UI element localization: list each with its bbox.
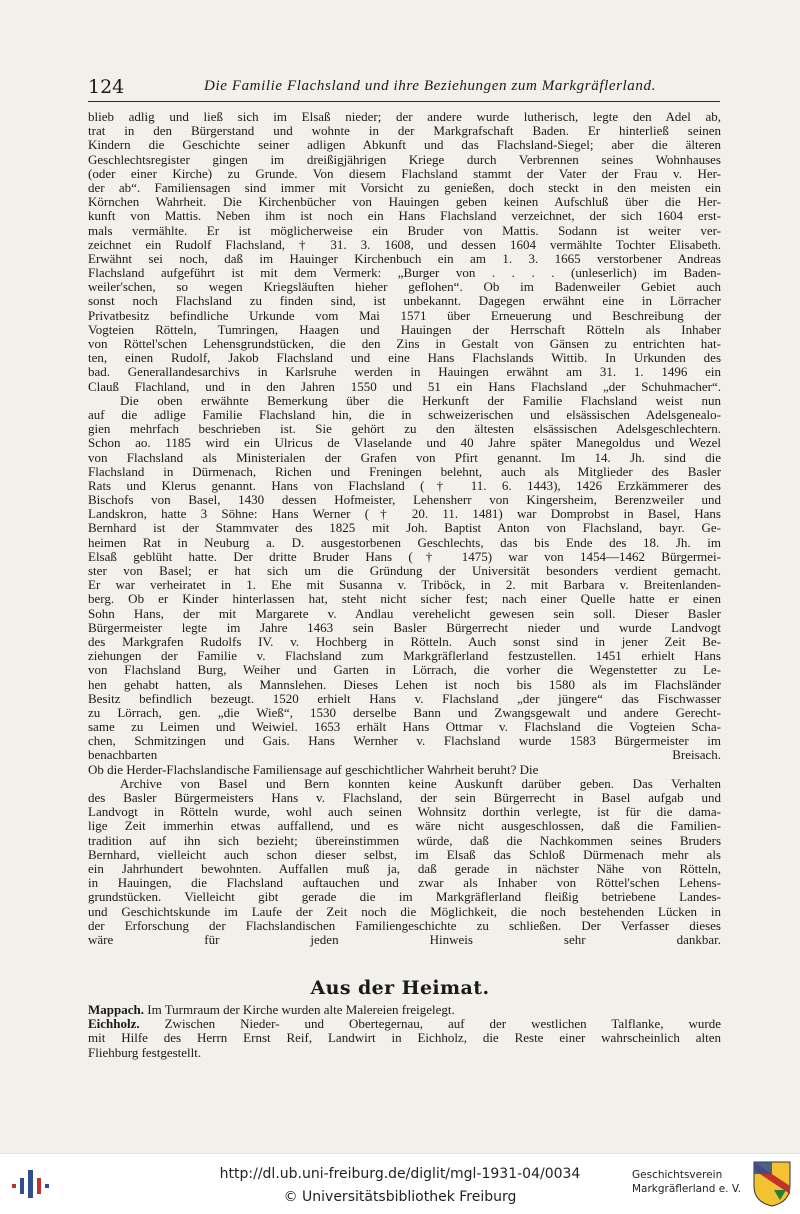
text-line: (oder einer Kirche) zu Grunde. Von diesem Flachsland stammt der Vater der Frau v. Her- <box>88 166 721 181</box>
text-line: Privatbesitz befindliche Urkunde vom Mai 1571 über Erneuerung und Beschreibung der <box>88 308 721 323</box>
text-line: Landvogt in Rötteln wurde, wohl auch seinen Wohnsitz dorthin verlegte, ist für die dama- <box>88 805 721 820</box>
note-place: Mappach. <box>88 1003 144 1017</box>
text-line: Clauß Flachland, und in den Jahren 1550 und 51 ein Hans Flachsland „der Schuhmacher“. <box>88 379 721 394</box>
text-line: Erwähnt sei noch, daß im Hauinger Kirchenbuch ein am 1. 3. 1665 verstorbener Andreas <box>88 251 721 266</box>
text-line: lige Zeit immerhin etwas auffallend, und es wäre nicht ausgeschlossen, daß die Familien- <box>88 819 721 834</box>
text-line: berg. Ob er Kinder hinterlassen hat, steht nicht sicher fest; nach einer Quelle hatte er einen <box>88 592 721 607</box>
note-line <box>88 1003 721 1017</box>
text-line: der ab“. Familiensagen sind immer mit Vorsicht zu genießen, doch steckt in den meisten ein <box>88 180 721 195</box>
text-line: in Hauingen, die Flachsland auftauchen und zwar als Inhaber von Röttel'schen Lehens- <box>88 876 721 891</box>
text-line: bad. Generallandesarchivs in Karlsruhe werden in Hauingen erwähnt am 31. 1. 1496 ein <box>88 365 721 380</box>
local-news-notes <box>88 1003 721 1060</box>
text-line: Rats und Klerus genannt. Hans von Flachsland († 11. 6. 1443), 1426 Erzkämmerer des <box>88 478 721 493</box>
permalink-url[interactable]: http://dl.ub.uni-freiburg.de/diglit/mgl-1931-04/0034 <box>219 1166 581 1182</box>
text-line: chen, Schmitzingen und Gais. Hans Wernher v. Flachsland wurde 1583 Bürgermeister im <box>88 734 721 749</box>
note-text: Im Turmraum der Kirche wurden alte Malereien freigelegt. <box>143 1003 455 1017</box>
text-line: von Flachsland als Ministerialen der Grafen von Pfirt genannt. Im 14. Jh. sind die <box>88 450 721 465</box>
note-line <box>88 1046 721 1060</box>
society-name <box>632 1168 752 1196</box>
text-line: Bischofs von Basel, 1430 dessen Hofmeister, Lehensherr von Kingersheim, Berenzweiler und <box>88 493 721 508</box>
note-text: Zwischen Nieder- und Obertegernau, auf der westlichen Talflanke, wurde <box>139 1017 721 1032</box>
section-heading: Aus der Heimat. <box>310 977 490 999</box>
text-line: Landskron, hatte 3 Söhne: Hans Werner († 20. 11. 1481) war Domprobst in Basel, Hans <box>88 507 721 522</box>
text-line: von Röttel'schen Lehensgrundstücken, die den Zins in Gestalt von Gänsen zu entrichten hat- <box>88 337 721 351</box>
copyright-notice: © Universitätsbibliothek Freiburg <box>283 1189 517 1205</box>
text-line: auf die adlige Familie Flachsland hin, die in schweizerischen und elsässischen Adelsgenealo- <box>88 407 721 422</box>
text-line: mals vermählte. Er ist möglicherweise ein Bruder von Mattis. Sodann ist weiter ver- <box>88 223 721 238</box>
text-line: wäre für jeden Hinweis sehr dankbar. <box>88 932 721 947</box>
text-line: ten, einen Rudolf, Jakob Flachsland und eine Hans Flachslands Wittib. In Urkunden des <box>88 351 721 366</box>
text-line: Vogteien Rötteln, Tumringen, Haagen und Hauingen der Herrschaft Rötteln als Inhaber <box>88 322 721 337</box>
note-text: mit Hilfe des Herrn Ernst Reif, Landwirt in Eichholz, die Reste einer wahrscheinlich alten <box>88 1031 721 1046</box>
text-line: Sohn Hans, der mit Margarete v. Andlau verehelicht gewesen sein soll. Dieser Basler <box>88 606 721 621</box>
text-line: grundstücken. Vielleicht gibt gerade die im Markgräflerland fleißig betriebene Landes- <box>88 890 721 905</box>
text-line: Flachsland in Dürmenach, Richen und Freningen belehnt, auch als Mitglieder des Basler <box>88 464 721 479</box>
text-line: zu Lörrach, gen. „die Wieß“, 1530 derselbe Bann und Zwangsgewalt und andere Gerecht- <box>88 705 721 720</box>
text-line: Schon ao. 1185 wird ein Ulricus de Vlaselande und 40 Jahre später Manegoldus und Wezel <box>88 436 721 451</box>
text-line: Bürgermeister legte im Jahre 1463 sein Basler Bürgerrecht nieder und wurde Landvogt <box>88 620 721 635</box>
note-line <box>88 1031 721 1045</box>
text-line: Besitz befindlich bezeugt. 1520 erhielt Hans v. Flachsland „der jüngere“ das Fischwasser <box>88 691 721 706</box>
text-line: des Basler Bürgermeisters Hans v. Flachsland, der sein Bürgerrecht in Basel aufgab und <box>88 791 721 805</box>
society-name-line-2: Markgräflerland e. V. <box>632 1183 742 1195</box>
note-place: Eichholz. <box>88 1017 140 1032</box>
page-number: 124 <box>88 76 125 98</box>
page-header <box>88 76 718 100</box>
text-line: Er war verheiratet in 1. Ehe mit Susanna v. Triböck, in 2. mit Barbara v. Breitenlanden- <box>88 578 721 593</box>
text-line: gien mehrfach beschrieben ist. Sie gehört zu den ältesten elsässischen Adelsgeschlechtern. <box>88 422 721 437</box>
text-line: Ob die Herder-Flachslandische Familiensage auf geschichtlicher Wahrheit beruht? Die <box>88 762 539 777</box>
text-line: trat in den Bürgerstand und wohnte in der Markgrafschaft Baden. Er hinterließ seinen <box>88 124 721 139</box>
text-line: Kindern die Geschichte seiner adligen Abkunft und das Flachsland-Siegel; aber die älteren <box>88 138 721 153</box>
note-text: Fliehburg festgestellt. <box>88 1045 202 1060</box>
coat-of-arms-icon <box>752 1160 792 1208</box>
text-line: ster von Basel; er hat sich um die Gründung der Universität besonders verdient gemacht. <box>88 564 721 578</box>
text-line: same zu Leimen und Weiwiel. 1653 erhält Hans Ottmar v. Flachsland die Vogteien Scha- <box>88 720 721 735</box>
text-line: zeichnet ein Rudolf Flachsland, † 31. 3. 1608, und dessen 1604 vermählte Tochter Elisabeth. <box>88 237 721 252</box>
text-line: hen gehabt hatten, als Mannslehen. Dieses Lehen ist noch bis 1580 als im Flachsländer <box>88 677 721 692</box>
text-line: Körnchen Wahrheit. Die Kirchenbücher von Hauingen geben keinen Aufschluß über die Her- <box>88 195 721 210</box>
text-line: Elsaß geblüht hatte. Der dritte Bruder Hans († 1475) war von 1454—1462 Bürgermei- <box>88 549 721 564</box>
article-body <box>88 110 721 947</box>
text-line: des Markgrafen Rudolfs IV. v. Hochberg in Rötteln. Auch sonst sind in jener Zeit Be- <box>88 634 721 649</box>
text-line: Die oben erwähnte Bemerkung über die Herkunft der Familie Flachsland weist nun <box>120 393 721 408</box>
text-line: sonst noch Flachsland zu finden sind, ist unbekannt. Dagegen erwähnt eine in Lörracher <box>88 294 721 309</box>
text-line: Archive von Basel und Bern konnten keine Auskunft darüber geben. Das Verhalten <box>120 776 721 791</box>
text-line: tradition auf ihn sich bezieht; übereinstimmen würde, daß die Nachkommen seines Bruders <box>88 833 721 848</box>
text-line: Flachsland aufgeführt ist mit dem Vermerk: „Burger von . . . . (unleserlich) im Baden- <box>88 266 721 281</box>
running-title: Die Familie Flachsland und ihre Beziehungen zum Markgräflerland. <box>204 78 656 94</box>
text-line: von Flachsland Burg, Weiher und Garten in Lörrach, die vorher die Wegenstetter zu Le- <box>88 663 721 678</box>
viewer-footer <box>0 1153 800 1214</box>
text-line: weiler'schen, so wegen Kriegsläuften hieher geflohen“. Ob im Badenweiler Gebiet auch <box>88 280 721 295</box>
text-line: heimen Rat in Neuburg a. D. ausgestorbenen Geschlechts, das bis Ende des 18. Jh. im <box>88 535 721 550</box>
text-line: Bernhard, vielleicht auch schon dieser selbst, im Elsaß das Schloß Dürmenach mehr als <box>88 847 721 862</box>
text-line: blieb adlig und ließ sich im Elsaß nieder; der andere wurde lutherisch, legte den Adel ab, <box>88 110 721 124</box>
text-line: kunft von Mattis. Neben ihm ist noch ein Hans Flachsland verzeichnet, der sich 1604 erst- <box>88 209 721 224</box>
text-line: ziehungen der Familie v. Flachsland zum Markgräflerland festzustellen. 1451 erhielt Hans <box>88 649 721 664</box>
text-line: Geschlechtsregister gingen im dreißigjährigen Kriege durch Verbrennen seines Wohnhauses <box>88 152 721 167</box>
text-line: Bernhard ist der Stammvater des 1825 mit Joh. Baptist Anton von Flachsland, bayr. Ge- <box>88 521 721 536</box>
text-line: der Erforschung der Flachslandischen Familiengeschichte zu schließen. Der Verfasser dieses <box>88 918 721 933</box>
header-rule <box>88 101 720 102</box>
text-line: und Geschichtskunde im Laufe der Zeit noch die Möglichkeit, die noch bestehenden Lücken in <box>88 904 721 919</box>
note-line <box>88 1017 721 1031</box>
text-line: ein Jahrhundert bewohnten. Auffallen muß ja, daß gerade in nächster Nähe von Rötteln, <box>88 861 721 876</box>
society-name-line-1: Geschichtsverein <box>632 1169 723 1181</box>
text-line: benachbarten Breisach. <box>88 748 721 763</box>
